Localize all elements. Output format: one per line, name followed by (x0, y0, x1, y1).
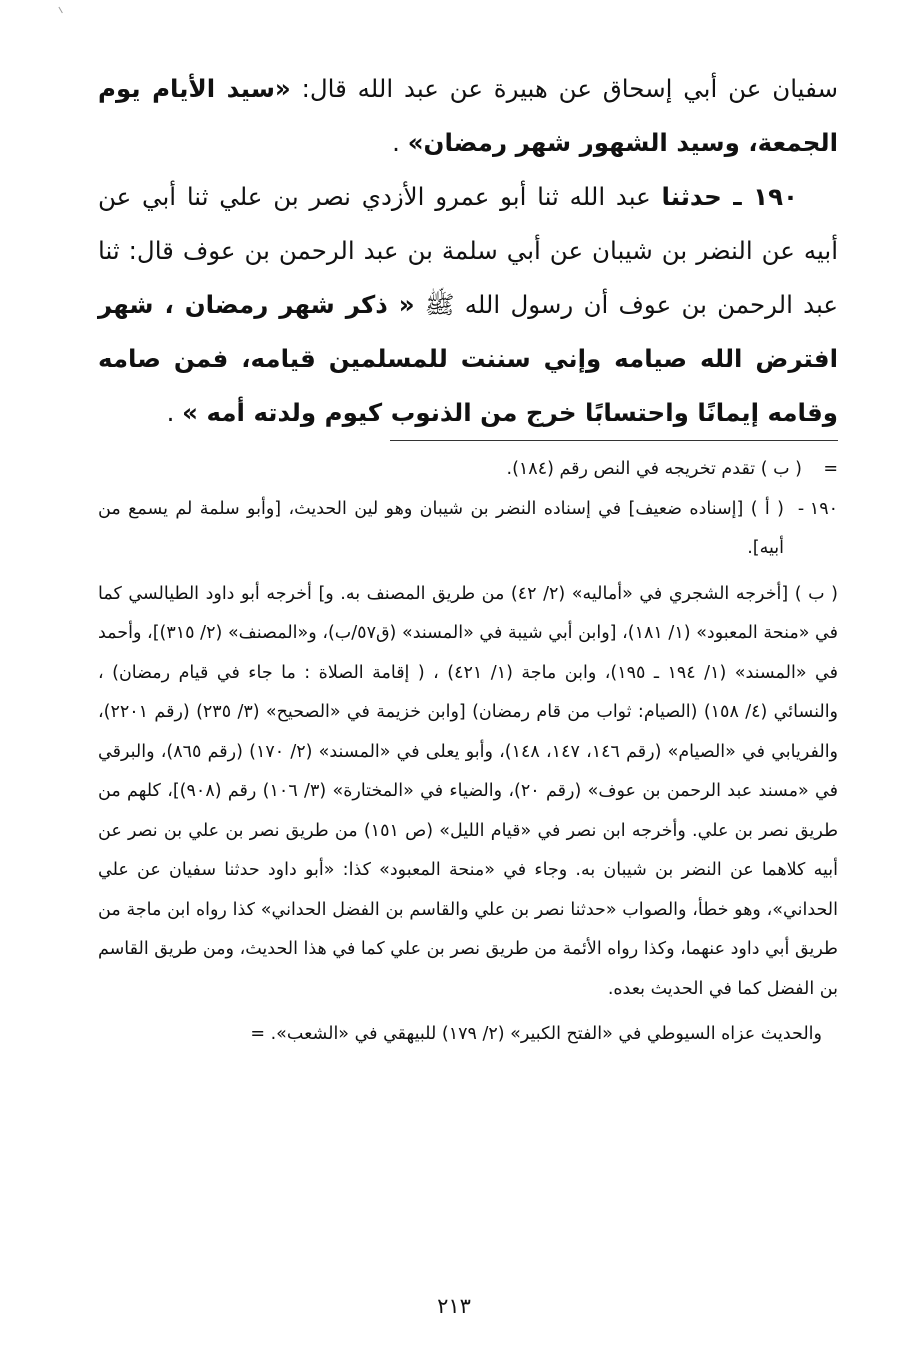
hadith-isnad: عبد الله ثنا أبو عمرو الأزدي نصر بن علي ثنا أبي عن أبيه عن النضر بن شيبان عن أبي سلمة بن عبد الرحمن بن عوف قال: ثنا عبد الرحمن بن عوف أن رسول الله ﷺ (98, 182, 838, 319)
scan-mark (58, 6, 64, 14)
page-number: ٢١٣ (437, 1294, 471, 1318)
hadith-matn: « ذكر شهر رمضان ، شهر افترض الله صيامه وإني سننت للمسلمين قيامه، فمن صامه وقامه إيمانًا واحتسابًا خرج من الذنوب كيوم ولدته أمه » (98, 290, 838, 427)
footnote-190-a (98, 490, 838, 569)
para1-quote: «سيد الأيام يوم الجمعة، وسيد الشهور شهر رمضان» (98, 74, 838, 157)
hadith-190 (98, 170, 838, 440)
hadith-number: ١٩٠ ـ حدثنا (661, 182, 798, 211)
footnote-190-number: ١٩٠ - (797, 498, 838, 519)
para1-end: . (392, 128, 408, 157)
footnote-190-b (98, 575, 838, 1010)
footnote-continued-text: ( ب ) تقدم تخريجه في النص رقم (١٨٤). (506, 459, 802, 479)
para1-normal: سفيان عن أبي إسحاق عن هبيرة عن عبد الله قال: (290, 74, 838, 103)
continuation-mark: = (823, 459, 838, 479)
footnote-suyuti-text: والحديث عزاه السيوطي في «الفتح الكبير» (٢/ ١٧٩) للبيهقي في «الشعب». (270, 1024, 822, 1044)
footnote-separator (390, 440, 838, 441)
footnote-190-b-text: ( ب ) [أخرجه الشجري في «أماليه» (٢/ ٤٢) من طريق المصنف به. و] أخرجه أبو داود الطيالسي كما في «منحة المعبود» (١/ ١٨١)، [وابن أبي شيبة في «المسند» (ق٥٧/ب)، و«المصنف» (٢/ ٣١٥)]، وأحمد في «المسند» (١/ ١٩٤ ـ ١٩٥)، وابن ماجة (١/ ٤٢١) ، ( إقامة الصلاة : ما جاء في قيام رمضان) ، والنسائي (٤/ ١٥٨) (الصيام: ثواب من قام رمضان) [وابن خزيمة في «الصحيح» (٣/ ٢٣٥) (رقم ٢٢٠١)، والفريابي في «الصيام» (رقم ١٤٦، ١٤٧، ١٤٨)، وأبو يعلى في «المسند» (٢/ ١٧٠) (رقم ٨٦٥)، والبرقي في «مسند عبد الرحمن بن عوف» (رقم ٢٠)، والضياء في «المختارة» (٣/ ١٠٦) رقم (٩٠٨)]، كلهم من طريق نصر بن علي. وأخرجه ابن نصر في «قيام الليل» (ص ١٥١) من طريق نصر بن علي بن نصر عن أبيه كلاهما عن النضر بن شيبان به. وجاء في «منحة المعبود» كذا: «أبو داود حدثنا سفيان عن علي الحداني»، وهو خطأ، والصواب «حدثنا نصر بن علي والقاسم بن الفضل الحداني» كذا رواه ابن ماجة من طريق أبي داود عنهما، وكذا رواه الأئمة من طريق نصر بن علي كما في هذا الحديث، ومن طريق القاسم بن الفضل كما في الحديث بعده. (98, 583, 839, 999)
footnotes (98, 450, 838, 1055)
main-text (98, 62, 838, 440)
footnote-suyuti (98, 1015, 838, 1055)
footnote-suyuti-mark: = (250, 1024, 271, 1044)
paragraph-1 (98, 62, 838, 170)
footnote-190-a-text: ( أ ) [إسناده ضعيف] في إسناده النضر بن شيبان وهو لين الحديث، [وأبو سلمة لم يسمع من أبيه]. (98, 498, 784, 558)
footnote-continued (98, 450, 838, 490)
hadith-end: . (166, 398, 183, 427)
